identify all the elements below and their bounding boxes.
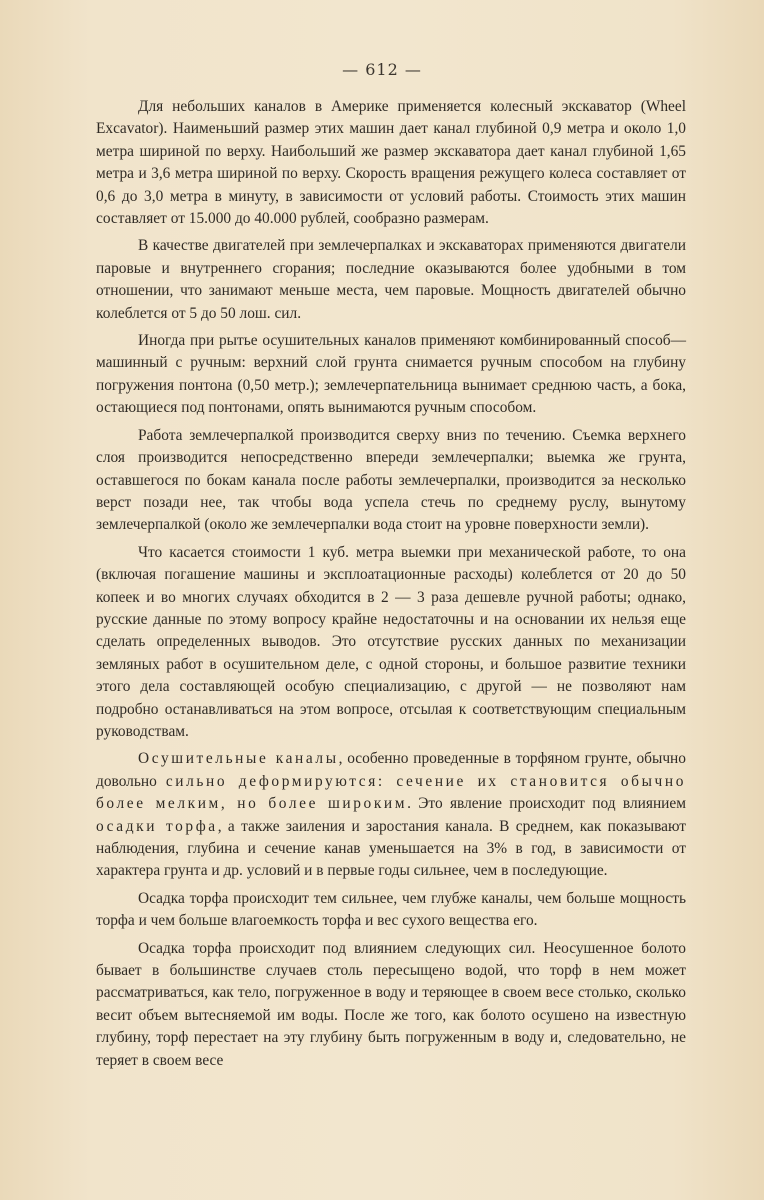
paragraph-text: , особенно проведенные в торфяном грунте, обычно довольно (96, 750, 686, 790)
paragraph-text: . Это явление происходит под влиянием (407, 795, 686, 813)
paragraph-combined-method: Иногда при рытье осушительных каналов применяют комбинированный способ—машинный с ручным: верхний слой грунта снимается ручным способом на глубину погружения понтона (0,50 метр.); землечерпательница вынимает среднюю часть, а бока, остающиеся под понтонами, опять вынимаются ручным способом. (96, 332, 686, 417)
paragraph-deformation (96, 748, 686, 882)
paragraph-settling-factors: Осадка торфа происходит тем сильнее, чем глубже каналы, чем больше мощность торфа и чем больше влагоемкость торфа и вес сухого вещества его. (96, 889, 686, 930)
paragraph-cost: Что касается стоимости 1 куб. метра выемки при механической работе, то она (включая погашение машины и эксплоатационные расходы) колеблется от 20 до 50 копеек и во многих случаях обходится в 2 — 3 раза дешевле ручной работы; однако, русские данные по этому вопросу крайне недостаточны и на основании их нельзя еще сделать определенных выводов. Это отсутствие русских данных по механизации земляных работ в осушительном деле, с одной стороны, и большое развитие техники этого дела составляющей особую специализацию, с другой — не позволяют нам подробно останавливаться на этом вопросе, отсылая к соответствующим специальным руководствам. (96, 543, 686, 740)
emphasis-peat-settling: осадки торфа (96, 817, 218, 835)
emphasis-drainage-channels: Осушительные каналы (138, 750, 339, 768)
paragraph-engines: В качестве двигателей при землечерпалках и экскаваторах применяются двигатели паровые и внутреннего сгорания; последние оказываются более удобными в том отношении, что занимают меньше места, чем паровые. Мощность двигателей обычно колеблется от 5 до 50 лош. сил. (96, 237, 686, 322)
paragraph-wheel-excavator: Для небольших каналов в Америке применяется колесный экскаватор (Wheel Excavator). Наименьший размер этих машин дает канал глубиной 0,9 метра и около 1,0 метра шириной по верху. Наибольший же размер экскаватора дает канал глубиной 1,65 метра и 3,6 метра шириной по верху. Скорость вращения режущего колеса составляет от 0,6 до 3,0 метра в минуту, в зависимости от условий работы. Стоимость этих машин составляет от 15.000 до 40.000 рублей, сообразно размерам. (96, 98, 686, 228)
emphasis-deformation: сильно деформируются: сечение их становится обычно более мелким, но более широким (96, 772, 686, 813)
page-number: — 612 — (342, 60, 422, 79)
paragraph-dredger-work: Работа землечерпалкой производится сверху вниз по течению. Съемка верхнего слоя производится непосредственно впереди землечерпалки; выемка же грунта, оставшегося по бокам канала после работы землечерпалки, производится за несколько верст позади нее, так чтобы вода успела стечь по среднему руслу, вынутому землечерпалкой (около же землечерпалки вода стоит на уровне поверхности земли). (96, 426, 686, 534)
paragraph-settling-forces: Осадка торфа происходит под влиянием следующих сил. Неосушенное болото бывает в большинстве случаев столь пересыщено водой, что торф в нем может рассматриваться, как тело, погруженное в воду и теряющее в своем весе столько, сколько весит объем вытесняемой им воды. После же того, как болото осушено на известную глубину, торф перестает на эту глубину быть погруженным в воду и, следовательно, не теряет в своем весе (96, 939, 686, 1069)
paragraph-text: , а также заиления и заростания канала. В среднем, как показывают наблюдения, глубина и сечение канав уменьшается на 3% в год, в зависимости от характера грунта и др. условий и в первые годы сильнее, чем в последующие. (96, 817, 686, 880)
body-text (96, 96, 686, 1077)
